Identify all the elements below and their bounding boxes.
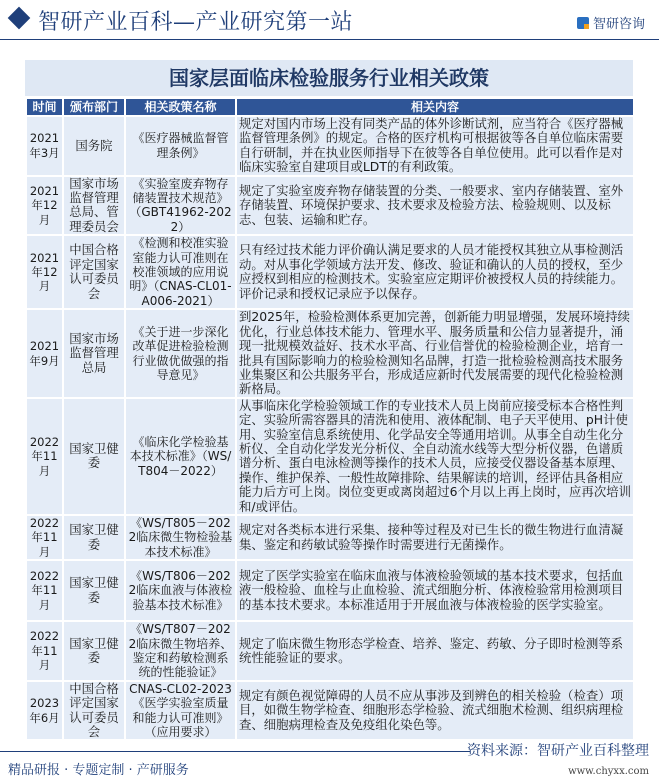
cell-dept: 国务院 (63, 116, 125, 176)
table-row (26, 176, 634, 236)
cell-time: 2021年3月 (26, 116, 63, 176)
cell-content: 规定对各类标本进行采集、接种等过程及对已生长的微生物进行血清凝集、鉴定和药敏试验等操作时需要进行无菌操作。 (236, 515, 634, 560)
cell-policy-name: 《医疗器械监督管理条例》 (125, 116, 236, 176)
brand-logo (577, 13, 645, 32)
logo-icon (577, 17, 589, 29)
cell-time: 2022年11月 (26, 515, 63, 560)
cell-content: 从事临床化学检验领域工作的专业技术人员上岗前应接受标本合格性判定、实验所需容器具的清洗和使用、液体配制、电子天平使用、pH计使用、实验室信息系统使用、化学品安全等通用培训。从事全自动生化分析仪、全自动化学发光分析仪、全自动流水线等大型分析仪器，色谱质谱分析、蛋白电泳检测等操作的技术人员，应接受仪器设备基本原理、操作、维护保养、一般性故障排除、结果解读的培训，经评估具备相应能力后方可上岗。岗位变更或离岗超过6个月以上再上岗时，应再次培训和/或评估。 (236, 398, 634, 515)
cell-time: 2021年9月 (26, 309, 63, 397)
page-footer (0, 743, 659, 783)
cell-content: 规定有颜色视觉障碍的人员不应从事涉及到辨色的相关检验（检查）项目，如微生物学检查、细胞形态学检验、流式细胞术检测、组织病理检查、细胞病理检查及免疫组化染色等。 (236, 681, 634, 741)
cell-content: 规定了医学实验室在临床血液与体液检验领域的基本技术要求，包括血液一般检验、血栓与止血检验、流式细胞分析、体液检验常用检测项目的基本技术要求。本标准适用于开展血液与体液检验的医学实验室。 (236, 560, 634, 621)
policy-table (25, 99, 635, 741)
cell-dept: 国家卫健委 (63, 515, 125, 560)
table-row (26, 309, 634, 397)
table-header (26, 99, 634, 116)
cell-content: 规定了临床微生物形态学检查、培养、鉴定、药敏、分子即时检测等系统性能验证的要求。 (236, 621, 634, 681)
cell-dept: 国家卫健委 (63, 621, 125, 681)
cell-dept: 中国合格评定国家认可委员会 (63, 235, 125, 309)
cell-content: 规定了实验室废弃物存储装置的分类、一般要求、室内存储装置、室外存储装置、环境保护要求、技术要求及检验方法、检验规则、以及标志、包装、运输和贮存。 (236, 176, 634, 236)
table-row (26, 515, 634, 560)
page-header (0, 0, 659, 40)
cell-dept: 国家市场监督管理总局 (63, 309, 125, 397)
cell-policy-name: 《WS/T806－2022临床血液与体液检验基本技术标准》 (125, 560, 236, 621)
footer-divider (0, 751, 470, 752)
cell-content: 到2025年，检验检测体系更加完善，创新能力明显增强，发展环境持续优化，行业总体技术能力、管理水平、服务质量和公信力显著提升，涌现一批规模效益好、技术水平高、行业信誉优的检验检测企业，培育一批具有国际影响力的检验检测知名品牌，打造一批检验检测高技术服务业集聚区和公共服务平台，形成适应新时代发展需要的现代化检验检测新格局。 (236, 309, 634, 397)
cell-time: 2022年11月 (26, 398, 63, 515)
table-row (26, 235, 634, 309)
page-title: 国家层面临床检验服务行业相关政策 (169, 66, 489, 90)
cell-policy-name: 《WS/T807－2022临床微生物培养、鉴定和药敏检测系统的性能验证》 (125, 621, 236, 681)
site-title: 智研产业百科—产业研究第一站 (38, 10, 354, 35)
table-row (26, 560, 634, 621)
source-note: 资料来源：智研产业百科整理 (467, 743, 649, 760)
cell-content: 只有经过技术能力评价确认满足要求的人员才能授权其独立从事检测活动。对从事化学领域方法开发、修改、验证和确认的人员的授权，至少应授权到相应的检测技术。实验室应定期评价被授权人员的持续能力。评价记录和授权记录应予以保存。 (236, 235, 634, 309)
column-header-name: 相关政策名称 (125, 99, 236, 116)
column-header-content: 相关内容 (236, 99, 634, 116)
title-panel (25, 60, 633, 96)
cell-dept: 国家卫健委 (63, 398, 125, 515)
cell-time: 2023年6月 (26, 681, 63, 741)
column-header-time: 时间 (26, 99, 63, 116)
footer-url: www.chyxx.com (568, 766, 649, 778)
cell-dept: 中国合格评定国家认可委员会 (63, 681, 125, 741)
main-content (25, 40, 633, 741)
cell-time: 2021年12月 (26, 176, 63, 236)
cell-policy-name: 《临床化学检验基本技术标准》（WS/T804－2022） (125, 398, 236, 515)
cell-policy-name: CNAS-CL02-2023《医学实验室质量和能力认可准则》（应用要求） (125, 681, 236, 741)
cell-policy-name: 《检测和校准实验室能力认可准则在校准领域的应用说明》（CNAS-CL01-A006-2021） (125, 235, 236, 309)
footer-slogan: 精品研报 · 专题定制 · 产研服务 (8, 763, 189, 779)
brand-name: 智研咨询 (592, 17, 645, 32)
table-row (26, 621, 634, 681)
cell-time: 2022年11月 (26, 560, 63, 621)
diamond-icon (8, 7, 31, 30)
cell-policy-name: 《WS/T805－2022临床微生物检验基本技术标准》 (125, 515, 236, 560)
cell-time: 2021年12月 (26, 235, 63, 309)
cell-dept: 国家卫健委 (63, 560, 125, 621)
table-row (26, 116, 634, 176)
table-row (26, 681, 634, 741)
cell-policy-name: 《关于进一步深化改革促进检验检测行业做优做强的指导意见》 (125, 309, 236, 397)
table-row (26, 398, 634, 515)
cell-dept: 国家市场监督管理总局、管理委员会 (63, 176, 125, 236)
cell-policy-name: 《实验室废弃物存储装置技术规范》（GBT41962-2022） (125, 176, 236, 236)
column-header-dept: 颁布部门 (63, 99, 125, 116)
cell-content: 规定对国内市场上没有同类产品的体外诊断试剂，应当符合《医疗器械监督管理条例》的规定。合格的医疗机构可根据彼等各自单位临床需要自行研制，并在执业医师指导下在彼等各自单位使用。此可以看作是对临床实验室自建项目或LDT的有利政策。 (236, 116, 634, 176)
cell-time: 2022年11月 (26, 621, 63, 681)
